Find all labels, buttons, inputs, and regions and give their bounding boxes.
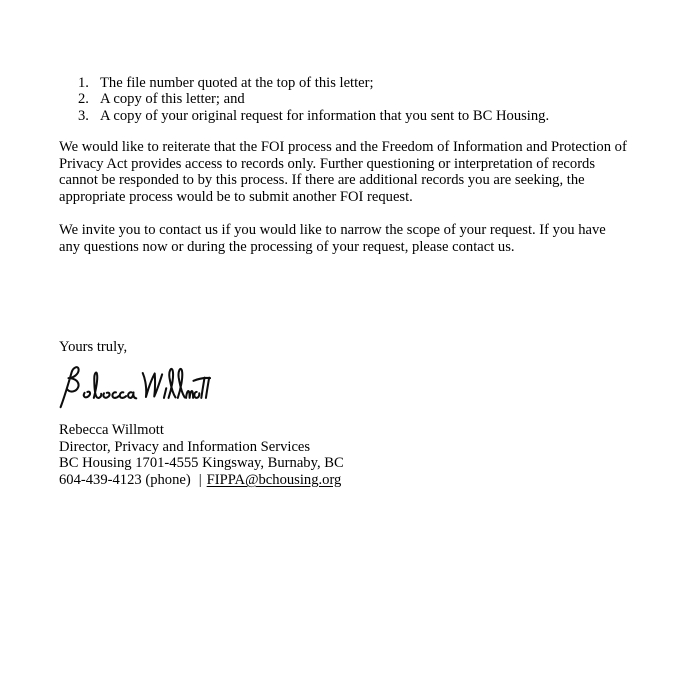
signature-block <box>59 422 344 488</box>
sender-contact-line <box>59 472 344 489</box>
email-link[interactable]: FIPPA@bchousing.org <box>206 471 342 488</box>
list-item-number: 1. <box>78 75 89 91</box>
list-item-number: 3. <box>78 107 89 124</box>
closing-salutation: Yours truly, <box>59 339 128 355</box>
list-item <box>78 75 549 91</box>
contact-separator: | <box>198 471 202 488</box>
paragraph-line: We would like to reiterate that the FOI process and the Freedom of Information and Protection of <box>59 139 627 155</box>
paragraph-line: We invite you to contact us if you would like to narrow the scope of your request. If you have <box>59 222 606 238</box>
list-item-text: The file number quoted at the top of this letter; <box>100 75 374 91</box>
enclosures-numbered-list <box>78 75 549 124</box>
paragraph-line: Privacy Act provides access to records only. Further questioning or interpretation of records <box>59 155 596 172</box>
list-item <box>78 108 549 124</box>
handwritten-signature-image <box>56 361 211 409</box>
list-item <box>78 91 549 107</box>
list-item-text: A copy of your original request for information that you sent to BC Housing. <box>100 107 550 124</box>
paragraph-line: appropriate process would be to submit another FOI request. <box>59 189 413 206</box>
paragraph-contact-invitation <box>59 222 606 255</box>
sender-phone: 604-439-4123 (phone) <box>59 471 191 488</box>
paragraph-line: cannot be responded to by this process. If there are additional records you are seeking, the <box>59 172 585 189</box>
paragraph-foi-process <box>59 139 627 206</box>
sender-address: BC Housing 1701-4555 Kingsway, Burnaby, BC <box>59 455 344 472</box>
sender-title: Director, Privacy and Information Services <box>59 438 311 455</box>
list-item-number: 2. <box>78 91 89 108</box>
sender-name: Rebecca Willmott <box>59 422 164 438</box>
paragraph-line: any questions now or during the processing of your request, please contact us. <box>59 238 515 255</box>
list-item-text: A copy of this letter; and <box>100 91 245 108</box>
